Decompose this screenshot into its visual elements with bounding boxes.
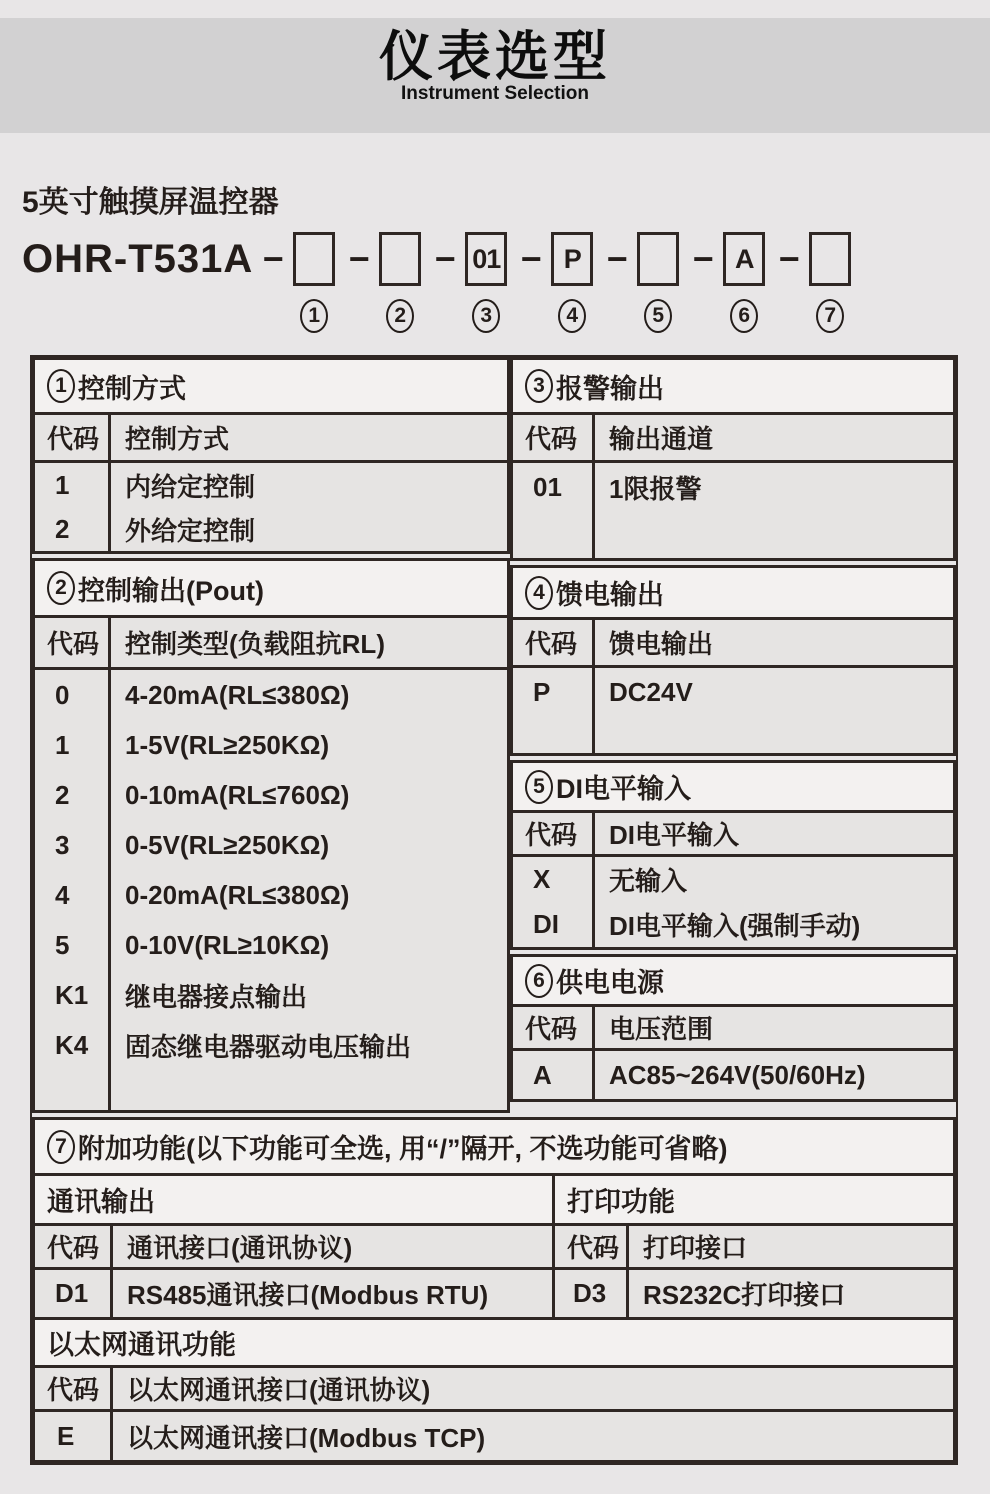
code-value: 01 bbox=[533, 471, 562, 502]
model-segment-5 bbox=[597, 231, 679, 333]
column-header-code: 代码 bbox=[555, 1226, 629, 1267]
model-segment-3 bbox=[425, 231, 507, 333]
desc-value: 1限报警 bbox=[609, 473, 702, 504]
column-header-desc: 打印接口 bbox=[643, 1233, 748, 1263]
section-number-icon: 4 bbox=[525, 576, 553, 610]
section-control-output bbox=[32, 558, 510, 1113]
code-value: DI bbox=[533, 909, 559, 939]
desc-value: 内给定控制 bbox=[125, 471, 256, 502]
column-header-desc: 馈电输出 bbox=[609, 629, 714, 659]
column-header-code: 代码 bbox=[35, 1368, 113, 1409]
desc-value: AC85~264V(50/60Hz) bbox=[609, 1059, 866, 1090]
model-prefix: OHR-T531A bbox=[22, 236, 254, 281]
section-number-icon: 2 bbox=[47, 571, 75, 605]
section-header bbox=[513, 763, 953, 813]
code-value: D1 bbox=[35, 1270, 113, 1317]
model-box-1 bbox=[293, 232, 335, 286]
subsection-header: 以太网通讯功能 bbox=[35, 1320, 953, 1368]
desc-value: 固态继电器驱动电压输出 bbox=[125, 1031, 412, 1062]
dash: − bbox=[348, 238, 370, 279]
model-box-2 bbox=[379, 232, 421, 286]
desc-value: 以太网通讯接口(Modbus TCP) bbox=[127, 1422, 486, 1453]
circled-number-2: 2 bbox=[386, 299, 414, 333]
section-alarm-output bbox=[510, 357, 956, 561]
column-header-desc: 通讯接口(通讯协议) bbox=[127, 1233, 353, 1263]
column-header-desc: 控制类型(负载阻抗RL) bbox=[125, 629, 385, 659]
code-value: 2 bbox=[55, 779, 70, 810]
column-header-desc: DI电平输入 bbox=[609, 820, 740, 850]
dash: − bbox=[262, 238, 284, 279]
code-value: D3 bbox=[555, 1270, 629, 1317]
code-value: K4 bbox=[55, 1029, 89, 1060]
section-number-icon: 5 bbox=[525, 770, 553, 804]
section-additional-functions bbox=[32, 1117, 956, 1463]
model-box-7 bbox=[809, 232, 851, 286]
circled-number-3: 3 bbox=[472, 299, 500, 333]
code-value: 3 bbox=[55, 829, 70, 860]
model-box-3: 01 bbox=[465, 232, 507, 286]
subsection-print bbox=[552, 1176, 953, 1317]
section-header bbox=[35, 561, 507, 618]
section-number-icon: 3 bbox=[525, 369, 553, 403]
circled-number-1: 1 bbox=[300, 299, 328, 333]
model-code-line bbox=[22, 231, 990, 333]
model-segment-2 bbox=[339, 231, 421, 333]
circled-number-7: 7 bbox=[816, 299, 844, 333]
column-header-code: 代码 bbox=[35, 1226, 113, 1267]
desc-value: 4-20mA(RL≤380Ω) bbox=[125, 679, 350, 710]
desc-value: 0-20mA(RL≤380Ω) bbox=[125, 879, 350, 910]
code-value: P bbox=[533, 676, 551, 707]
code-value: 5 bbox=[55, 929, 70, 960]
section-title: 控制方式 bbox=[78, 373, 186, 404]
section-number-icon: 1 bbox=[47, 369, 75, 403]
section-header bbox=[513, 360, 953, 415]
page-title: 仪表选型 bbox=[379, 27, 611, 87]
column-header-code: 代码 bbox=[35, 618, 111, 667]
desc-value: DI电平输入(强制手动) bbox=[609, 911, 861, 941]
section-header bbox=[35, 360, 507, 415]
dash: − bbox=[434, 238, 456, 279]
section-number-icon: 7 bbox=[47, 1130, 75, 1164]
dash: − bbox=[778, 238, 800, 279]
subsection-header: 打印功能 bbox=[555, 1176, 953, 1226]
desc-value: 外给定控制 bbox=[125, 515, 256, 546]
page-subtitle: Instrument Selection bbox=[401, 83, 589, 105]
section-power-supply bbox=[510, 954, 956, 1102]
model-segment-1 bbox=[253, 231, 335, 333]
section-header bbox=[35, 1120, 953, 1176]
section-title: 报警输出 bbox=[556, 373, 664, 404]
desc-value: RS485通讯接口(Modbus RTU) bbox=[127, 1280, 489, 1310]
desc-value: 0-5V(RL≥250KΩ) bbox=[125, 829, 330, 860]
column-header-code: 代码 bbox=[513, 813, 595, 854]
desc-value: 0-10V(RL≥10KΩ) bbox=[125, 929, 330, 960]
desc-value: 0-10mA(RL≤760Ω) bbox=[125, 779, 350, 810]
desc-value: 1-5V(RL≥250KΩ) bbox=[125, 729, 330, 760]
dash: − bbox=[606, 238, 628, 279]
code-value: 1 bbox=[55, 469, 70, 500]
circled-number-5: 5 bbox=[644, 299, 672, 333]
column-header-code: 代码 bbox=[513, 620, 595, 665]
column-header-desc: 以太网通讯接口(通讯协议) bbox=[127, 1375, 431, 1405]
section-header bbox=[513, 957, 953, 1007]
section-header bbox=[513, 568, 953, 620]
desc-value: RS232C打印接口 bbox=[643, 1280, 846, 1310]
code-value: 0 bbox=[55, 679, 70, 710]
section-number-icon: 6 bbox=[525, 964, 553, 998]
code-value: A bbox=[533, 1059, 552, 1090]
table-left-panel bbox=[32, 357, 510, 1113]
model-segment-7 bbox=[769, 231, 851, 333]
subsection-comm-output bbox=[35, 1176, 552, 1317]
subsection-ethernet bbox=[35, 1320, 953, 1460]
section-control-mode bbox=[32, 357, 510, 554]
section-title: 馈电输出 bbox=[556, 580, 664, 610]
column-header-code: 代码 bbox=[513, 415, 595, 460]
product-heading: 5英寸触摸屏温控器 bbox=[22, 186, 279, 219]
column-header-desc: 控制方式 bbox=[125, 424, 230, 454]
section-title: 附加功能(以下功能可全选, 用“/”隔开, 不选功能可省略) bbox=[78, 1134, 728, 1164]
circled-number-6: 6 bbox=[730, 299, 758, 333]
dash: − bbox=[520, 238, 542, 279]
section-feed-output bbox=[510, 565, 956, 756]
table-right-panel bbox=[510, 357, 956, 1102]
model-box-6: A bbox=[723, 232, 765, 286]
desc-value: 无输入 bbox=[609, 866, 688, 896]
code-value: 4 bbox=[55, 879, 70, 910]
column-header-desc: 输出通道 bbox=[609, 424, 714, 454]
column-header-code: 代码 bbox=[35, 415, 111, 460]
circled-number-4: 4 bbox=[558, 299, 586, 333]
desc-value: 继电器接点输出 bbox=[125, 981, 308, 1012]
code-value: 2 bbox=[55, 513, 70, 544]
desc-value: DC24V bbox=[609, 676, 693, 707]
model-box-5 bbox=[637, 232, 679, 286]
selection-table bbox=[30, 355, 958, 1465]
code-value: 1 bbox=[55, 729, 70, 760]
dash: − bbox=[692, 238, 714, 279]
model-box-4: P bbox=[551, 232, 593, 286]
column-header-code: 代码 bbox=[513, 1007, 595, 1048]
code-value: K1 bbox=[55, 979, 89, 1010]
section-title: 控制输出(Pout) bbox=[78, 575, 264, 606]
page-banner bbox=[0, 18, 990, 133]
section-title: 供电电源 bbox=[556, 968, 664, 998]
column-header-desc: 电压范围 bbox=[609, 1014, 714, 1044]
code-value: E bbox=[35, 1412, 113, 1460]
model-segment-4 bbox=[511, 231, 593, 333]
subsection-header: 通讯输出 bbox=[35, 1176, 552, 1226]
code-value: X bbox=[533, 864, 551, 894]
section-title: DI电平输入 bbox=[556, 774, 691, 804]
model-segment-6 bbox=[683, 231, 765, 333]
section-di-input bbox=[510, 760, 956, 950]
